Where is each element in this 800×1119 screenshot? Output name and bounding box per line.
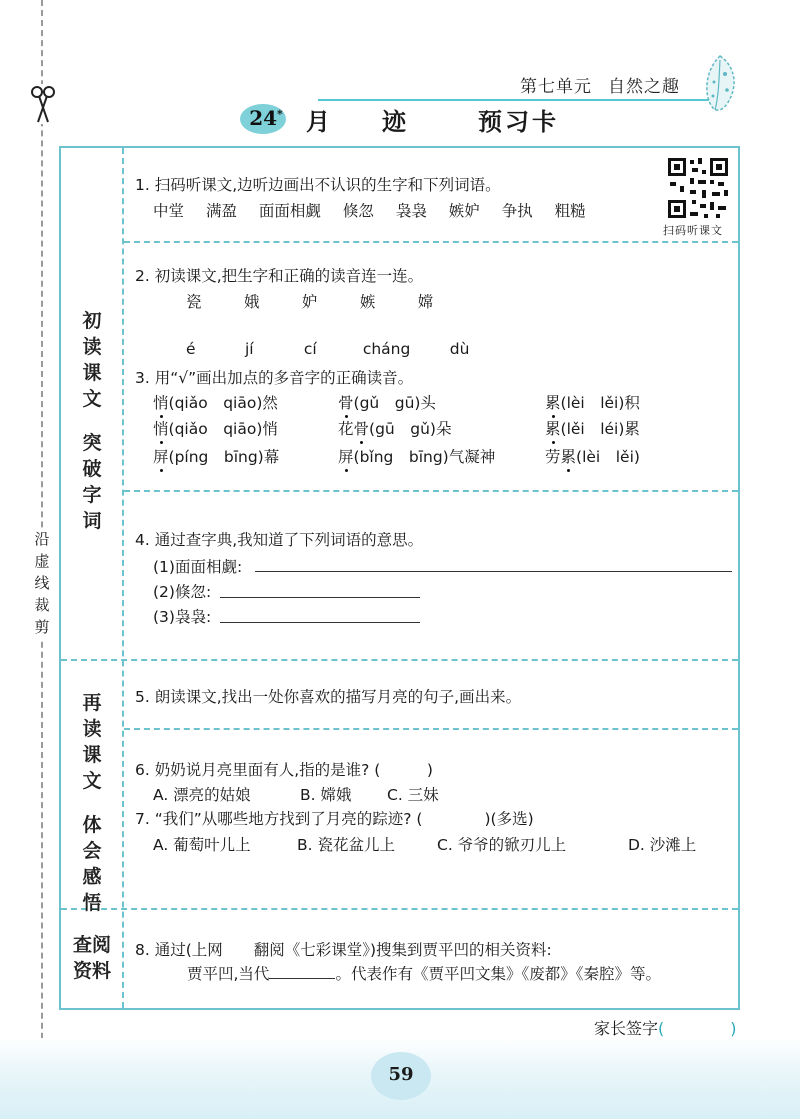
lesson-title-char2: 迹 — [382, 108, 406, 136]
separator-section1 — [61, 659, 738, 661]
qr-code-icon[interactable] — [666, 156, 730, 220]
q6-option-b: B. 嫦娥 — [300, 786, 352, 804]
q3-item: 骨(gǔ gū)头 — [338, 391, 436, 413]
list-item: jí — [244, 340, 254, 358]
question-2: 2. 初读课文,把生字和正确的读音连一连。 — [135, 267, 424, 285]
unit-theme: 自然之趣 — [608, 77, 680, 97]
q3-item: 屏(bǐng bīng)气凝神 — [338, 445, 495, 467]
list-item: 倏忽 — [342, 202, 374, 220]
list-item: cháng — [362, 340, 411, 358]
question-6: 6. 奶奶说月亮里面有人,指的是谁? ( ) — [135, 761, 433, 779]
list-item: é — [186, 340, 196, 358]
question-8: 8. 通过(上网 翻阅《七彩课堂》)搜集到贾平凹的相关资料: — [135, 941, 552, 959]
q6-option-c: C. 三妹 — [387, 786, 439, 804]
q8-answer-blank[interactable] — [269, 964, 335, 979]
question-5: 5. 朗读课文,找出一处你喜欢的描写月亮的句子,画出来。 — [135, 688, 522, 706]
qr-caption: 扫码听课文 — [663, 224, 723, 237]
question-1: 1. 扫码听课文,边听边画出不认识的生字和下列词语。 — [135, 176, 501, 194]
question-7: 7. “我们”从哪些地方找到了月亮的踪迹? ( )(多选) — [135, 810, 534, 828]
q3-item: 劳累(lèi lěi) — [545, 445, 640, 467]
q4-answer-line-3[interactable] — [220, 622, 420, 623]
separator-q5 — [124, 728, 738, 730]
label-column-divider — [122, 148, 124, 1008]
list-item: 嫉 — [359, 293, 376, 311]
q4-item-1: (1)面面相觑: — [153, 558, 243, 576]
q7-option-b: B. 瓷花盆儿上 — [297, 836, 395, 854]
list-item: 满盈 — [205, 202, 237, 220]
list-item: 面面相觑 — [258, 202, 321, 220]
q4-item-3: (3)袅袅: — [153, 608, 212, 626]
list-item: cí — [303, 340, 317, 358]
q1-word-list — [153, 199, 603, 221]
q7-option-c: C. 爷爷的锨刃儿上 — [437, 836, 567, 854]
parent-signature: 家长签字( ) — [594, 1019, 737, 1038]
q2-pinyin-row — [186, 340, 504, 358]
section-label-first-reading: 初 读 课 文 突 破 字 词 — [82, 310, 102, 532]
lesson-mark: * — [277, 107, 283, 121]
q2-character-row — [186, 290, 471, 312]
q7-option-d: D. 沙滩上 — [628, 836, 697, 854]
q4-answer-line-1[interactable] — [255, 571, 732, 572]
page-number: 59 — [388, 1064, 414, 1085]
q3-item: 累(lěi léi)累 — [545, 417, 640, 439]
q3-item: 悄(qiǎo qiāo)然 — [153, 391, 278, 413]
list-item: 粗糙 — [554, 202, 586, 220]
q3-item: 累(lèi lěi)积 — [545, 391, 640, 413]
q7-option-a: A. 葡萄叶儿上 — [153, 836, 251, 854]
section-label-research: 查阅 资料 — [72, 934, 112, 982]
q3-item: 花骨(gū gǔ)朵 — [338, 417, 451, 439]
q3-item: 悄(qiǎo qiāo)悄 — [153, 417, 278, 439]
card-title: 预习卡 — [478, 108, 559, 136]
cut-instruction: 沿 虚 线 裁 剪 — [34, 530, 50, 636]
separator-q1 — [124, 241, 738, 243]
list-item: 嫦 — [417, 293, 434, 311]
q6-option-a: A. 漂亮的姑娘 — [153, 786, 251, 804]
list-item: 娥 — [243, 293, 260, 311]
q4-answer-line-2[interactable] — [220, 597, 420, 598]
q8-fill-line: 贾平凹,当代 。代表作有《贾平凹文集》《废都》《秦腔》等。 — [187, 965, 661, 983]
question-3: 3. 用“√”画出加点的多音字的正确读音。 — [135, 369, 414, 387]
list-item: dù — [449, 340, 470, 358]
q3-item: 屏(píng bīng)幕 — [153, 445, 279, 467]
list-item: 瓷 — [186, 293, 202, 311]
header-rule — [318, 99, 726, 101]
list-item: 袅袅 — [395, 202, 427, 220]
section-label-second-reading: 再 读 课 文 体 会 感 悟 — [82, 692, 102, 914]
q4-item-2: (2)倏忽: — [153, 583, 212, 601]
unit-heading — [520, 72, 680, 97]
unit-label: 第七单元 — [520, 77, 592, 97]
leaf-decoration-icon — [697, 52, 743, 116]
scissors-icon — [28, 84, 58, 124]
separator-section2 — [61, 908, 738, 910]
separator-q3 — [124, 490, 738, 492]
lesson-title-char1: 月 — [306, 108, 330, 136]
list-item: 中堂 — [153, 202, 185, 220]
list-item: 妒 — [301, 293, 318, 311]
list-item: 争执 — [501, 202, 533, 220]
list-item: 嫉妒 — [448, 202, 480, 220]
lesson-number: 24* — [249, 106, 283, 130]
question-4: 4. 通过查字典,我知道了下列词语的意思。 — [135, 531, 424, 549]
